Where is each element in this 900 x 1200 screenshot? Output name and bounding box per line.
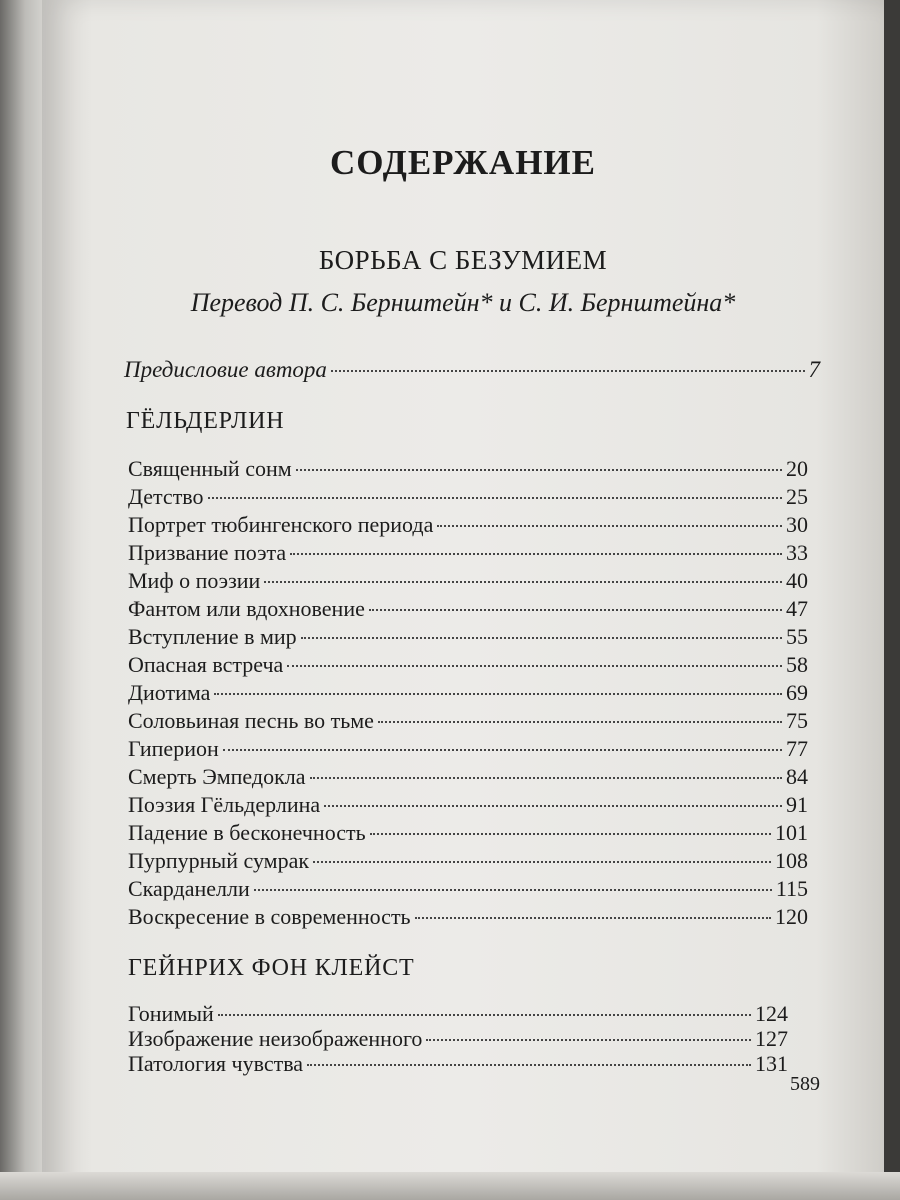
toc-entry-label: Поэзия Гёльдерлина	[128, 792, 321, 817]
toc-entry	[128, 707, 808, 735]
toc-entry-label: Детство	[128, 484, 204, 509]
leader-dots	[437, 525, 782, 527]
preface-page: 7	[808, 357, 820, 382]
toc-entry	[128, 875, 808, 903]
toc-entry-page: 101	[775, 820, 808, 845]
leader-dots	[218, 1014, 751, 1016]
leader-dots	[369, 609, 782, 611]
leader-dots	[290, 553, 782, 555]
leader-dots	[254, 889, 772, 891]
toc-entry-label: Воскресение в современность	[128, 904, 411, 929]
toc-entry-page: 33	[786, 540, 808, 565]
toc-entry-label: Гиперион	[128, 736, 219, 761]
toc-entry-label: Портрет тюбингенского периода	[128, 512, 434, 537]
toc-entry-page: 84	[786, 764, 808, 789]
preface-entry	[124, 356, 820, 384]
toc-entry-label: Изображение неизображенного	[128, 1026, 423, 1051]
table-of-contents	[42, 0, 884, 1200]
leader-dots	[223, 749, 782, 751]
toc-entry-page: 108	[775, 848, 808, 873]
toc-entry-label: Миф о поэзии	[128, 568, 261, 593]
toc-entry-page: 77	[786, 736, 808, 761]
leader-dots	[310, 777, 782, 779]
toc-entry-label: Опасная встреча	[128, 652, 284, 677]
leader-dots	[331, 370, 805, 372]
leader-dots	[370, 833, 771, 835]
toc-entry-page: 124	[755, 1001, 788, 1026]
toc-entry	[128, 455, 808, 483]
toc-entry	[128, 511, 808, 539]
leader-dots	[378, 721, 782, 723]
toc-entry-page: 69	[786, 680, 808, 705]
toc-entry-page: 20	[786, 456, 808, 481]
leader-dots	[264, 581, 782, 583]
toc-entry	[128, 763, 808, 791]
toc-entry-label: Скарданелли	[128, 876, 250, 901]
page-number: 589	[790, 1073, 820, 1095]
toc-entry	[128, 1025, 788, 1053]
toc-entry	[128, 651, 808, 679]
toc-entry-page: 55	[786, 624, 808, 649]
toc-entry-label: Диотима	[128, 680, 211, 705]
leader-dots	[214, 693, 782, 695]
toc-entry	[128, 819, 808, 847]
leader-dots	[426, 1039, 751, 1041]
toc-entry-label: Патология чувства	[128, 1051, 304, 1076]
toc-entry-label: Пурпурный сумрак	[128, 848, 310, 873]
leader-dots	[307, 1064, 751, 1066]
toc-entry	[128, 679, 808, 707]
leader-dots	[324, 805, 782, 807]
toc-entry	[128, 483, 808, 511]
toc-entry	[128, 539, 808, 567]
translators-line: Перевод П. С. Бернштейн* и С. И. Бернштейна*	[190, 288, 736, 317]
book-bottom-edge	[0, 1172, 900, 1200]
toc-entry	[128, 847, 808, 875]
leader-dots	[313, 861, 771, 863]
toc-entry-page: 115	[775, 876, 808, 901]
toc-entry-page: 120	[775, 904, 808, 929]
toc-entry-page: 91	[786, 792, 808, 817]
toc-entry	[128, 791, 808, 819]
toc-entry	[128, 595, 808, 623]
toc-entry	[128, 903, 808, 931]
leader-dots	[208, 497, 782, 499]
toc-entry	[128, 623, 808, 651]
toc-entry-page: 58	[786, 652, 808, 677]
leader-dots	[287, 665, 782, 667]
toc-entry	[128, 735, 808, 763]
toc-entry-label: Падение в бесконечность	[128, 820, 366, 845]
toc-entry-page: 25	[786, 484, 808, 509]
toc-entry	[128, 1050, 788, 1078]
preface-label: Предисловие автора	[124, 357, 327, 382]
book-page	[42, 0, 884, 1200]
section-heading-kleist: ГЕЙНРИХ ФОН КЛЕЙСТ	[128, 955, 415, 981]
toc-title: СОДЕРЖАНИЕ	[329, 143, 596, 182]
toc-entry-page: 75	[786, 708, 808, 733]
toc-entry	[128, 567, 808, 595]
toc-entry-label: Священный сонм	[128, 456, 292, 481]
section-heading-holderlin: ГЁЛЬДЕРЛИН	[126, 408, 285, 434]
leader-dots	[415, 917, 771, 919]
toc-entry-page: 40	[786, 568, 808, 593]
toc-entry-label: Фантом или вдохновение	[128, 596, 365, 621]
toc-entry-label: Соловьиная песнь во тьме	[128, 708, 374, 733]
leader-dots	[296, 469, 782, 471]
leader-dots	[301, 637, 782, 639]
toc-entry-page: 30	[786, 512, 808, 537]
toc-entry-page: 127	[755, 1026, 788, 1051]
part-title: БОРЬБА С БЕЗУМИЕМ	[318, 245, 608, 275]
book-spine-shadow	[0, 0, 42, 1200]
toc-entry-label: Вступление в мир	[128, 624, 297, 649]
toc-entry-label: Призвание поэта	[128, 540, 287, 565]
toc-entry-page: 131	[755, 1051, 788, 1076]
toc-entry-label: Смерть Эмпедокла	[128, 764, 306, 789]
toc-entry-label: Гонимый	[128, 1001, 214, 1026]
toc-entry	[128, 1000, 788, 1028]
toc-entry-page: 47	[786, 596, 808, 621]
